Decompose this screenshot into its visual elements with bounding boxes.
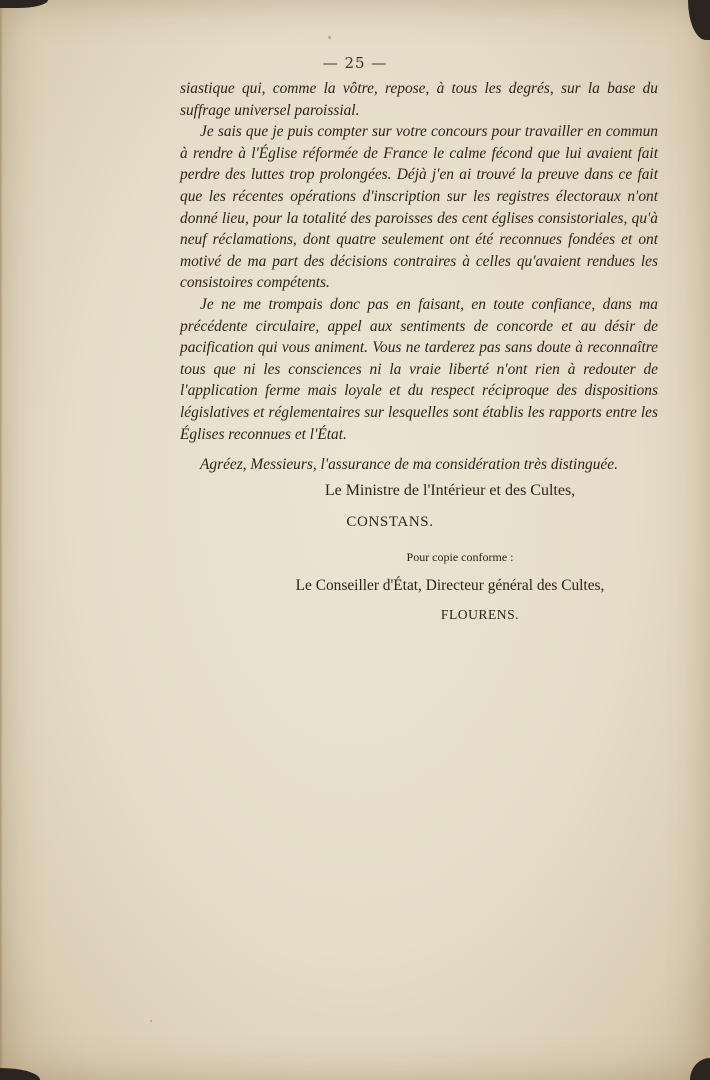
counsellor-name: FLOURENS. (440, 607, 520, 622)
letter-body (180, 78, 658, 476)
paper-speck (328, 36, 331, 39)
minister-title: Le Ministre de l'Intérieur et des Cultes, (324, 482, 576, 499)
paragraph-cooperation: Je sais que je puis compter sur votre concours pour travailler en commun à rendre à l'Église réformée de France le calme fécond que lui avaient fait perdre des luttes trop prolongées. Déjà j'en ai trouvé la preuve dans ce fait que les récentes opérations d'inscription sur les registres électoraux n'ont donné lieu, pour la totalité des paroisses des cent églises consistoriales, qu'à neuf réclamations, dont quatre seulement ont été reconnues fondées et ont motivé de ma part des décisions contraires à celles qu'avaient rendues les consistoires compétents. (180, 123, 658, 292)
torn-corner (0, 0, 48, 8)
counsellor-title: Le Conseiller d'État, Directeur général des Cultes, (295, 577, 605, 594)
torn-corner (0, 1068, 40, 1080)
paper-speck (150, 1020, 152, 1022)
paragraph-closing: Agréez, Messieurs, l'assurance de ma considération très distinguée. (200, 456, 618, 474)
minister-name: CONSTANS. (346, 514, 434, 530)
torn-corner (690, 1058, 710, 1080)
page-edge-shade (0, 0, 3, 1080)
page-number: — 25 — (322, 54, 388, 72)
paragraph-continuation: siastique qui, comme la vôtre, repose, à tous les degrés, sur la base du suffrage universel paroissial. (180, 80, 658, 119)
paragraph-concord: Je ne me trompais donc pas en faisant, en toute confiance, dans ma précédente circulaire, appel aux sentiments de concorde et au désir de pacification qui vous animent. Vous ne tarderez pas sans doute à reconnaître tous que ni les consciences ni la vraie liberté n'ont rien à redouter de l'application ferme mais loyale et du respect réciproque des dispositions législatives et réglementaires sur lesquelles sont établis les rapports entre les Églises reconnues et l'État. (180, 295, 658, 443)
copy-note: Pour copie conforme : (406, 550, 514, 564)
torn-corner (688, 0, 710, 40)
